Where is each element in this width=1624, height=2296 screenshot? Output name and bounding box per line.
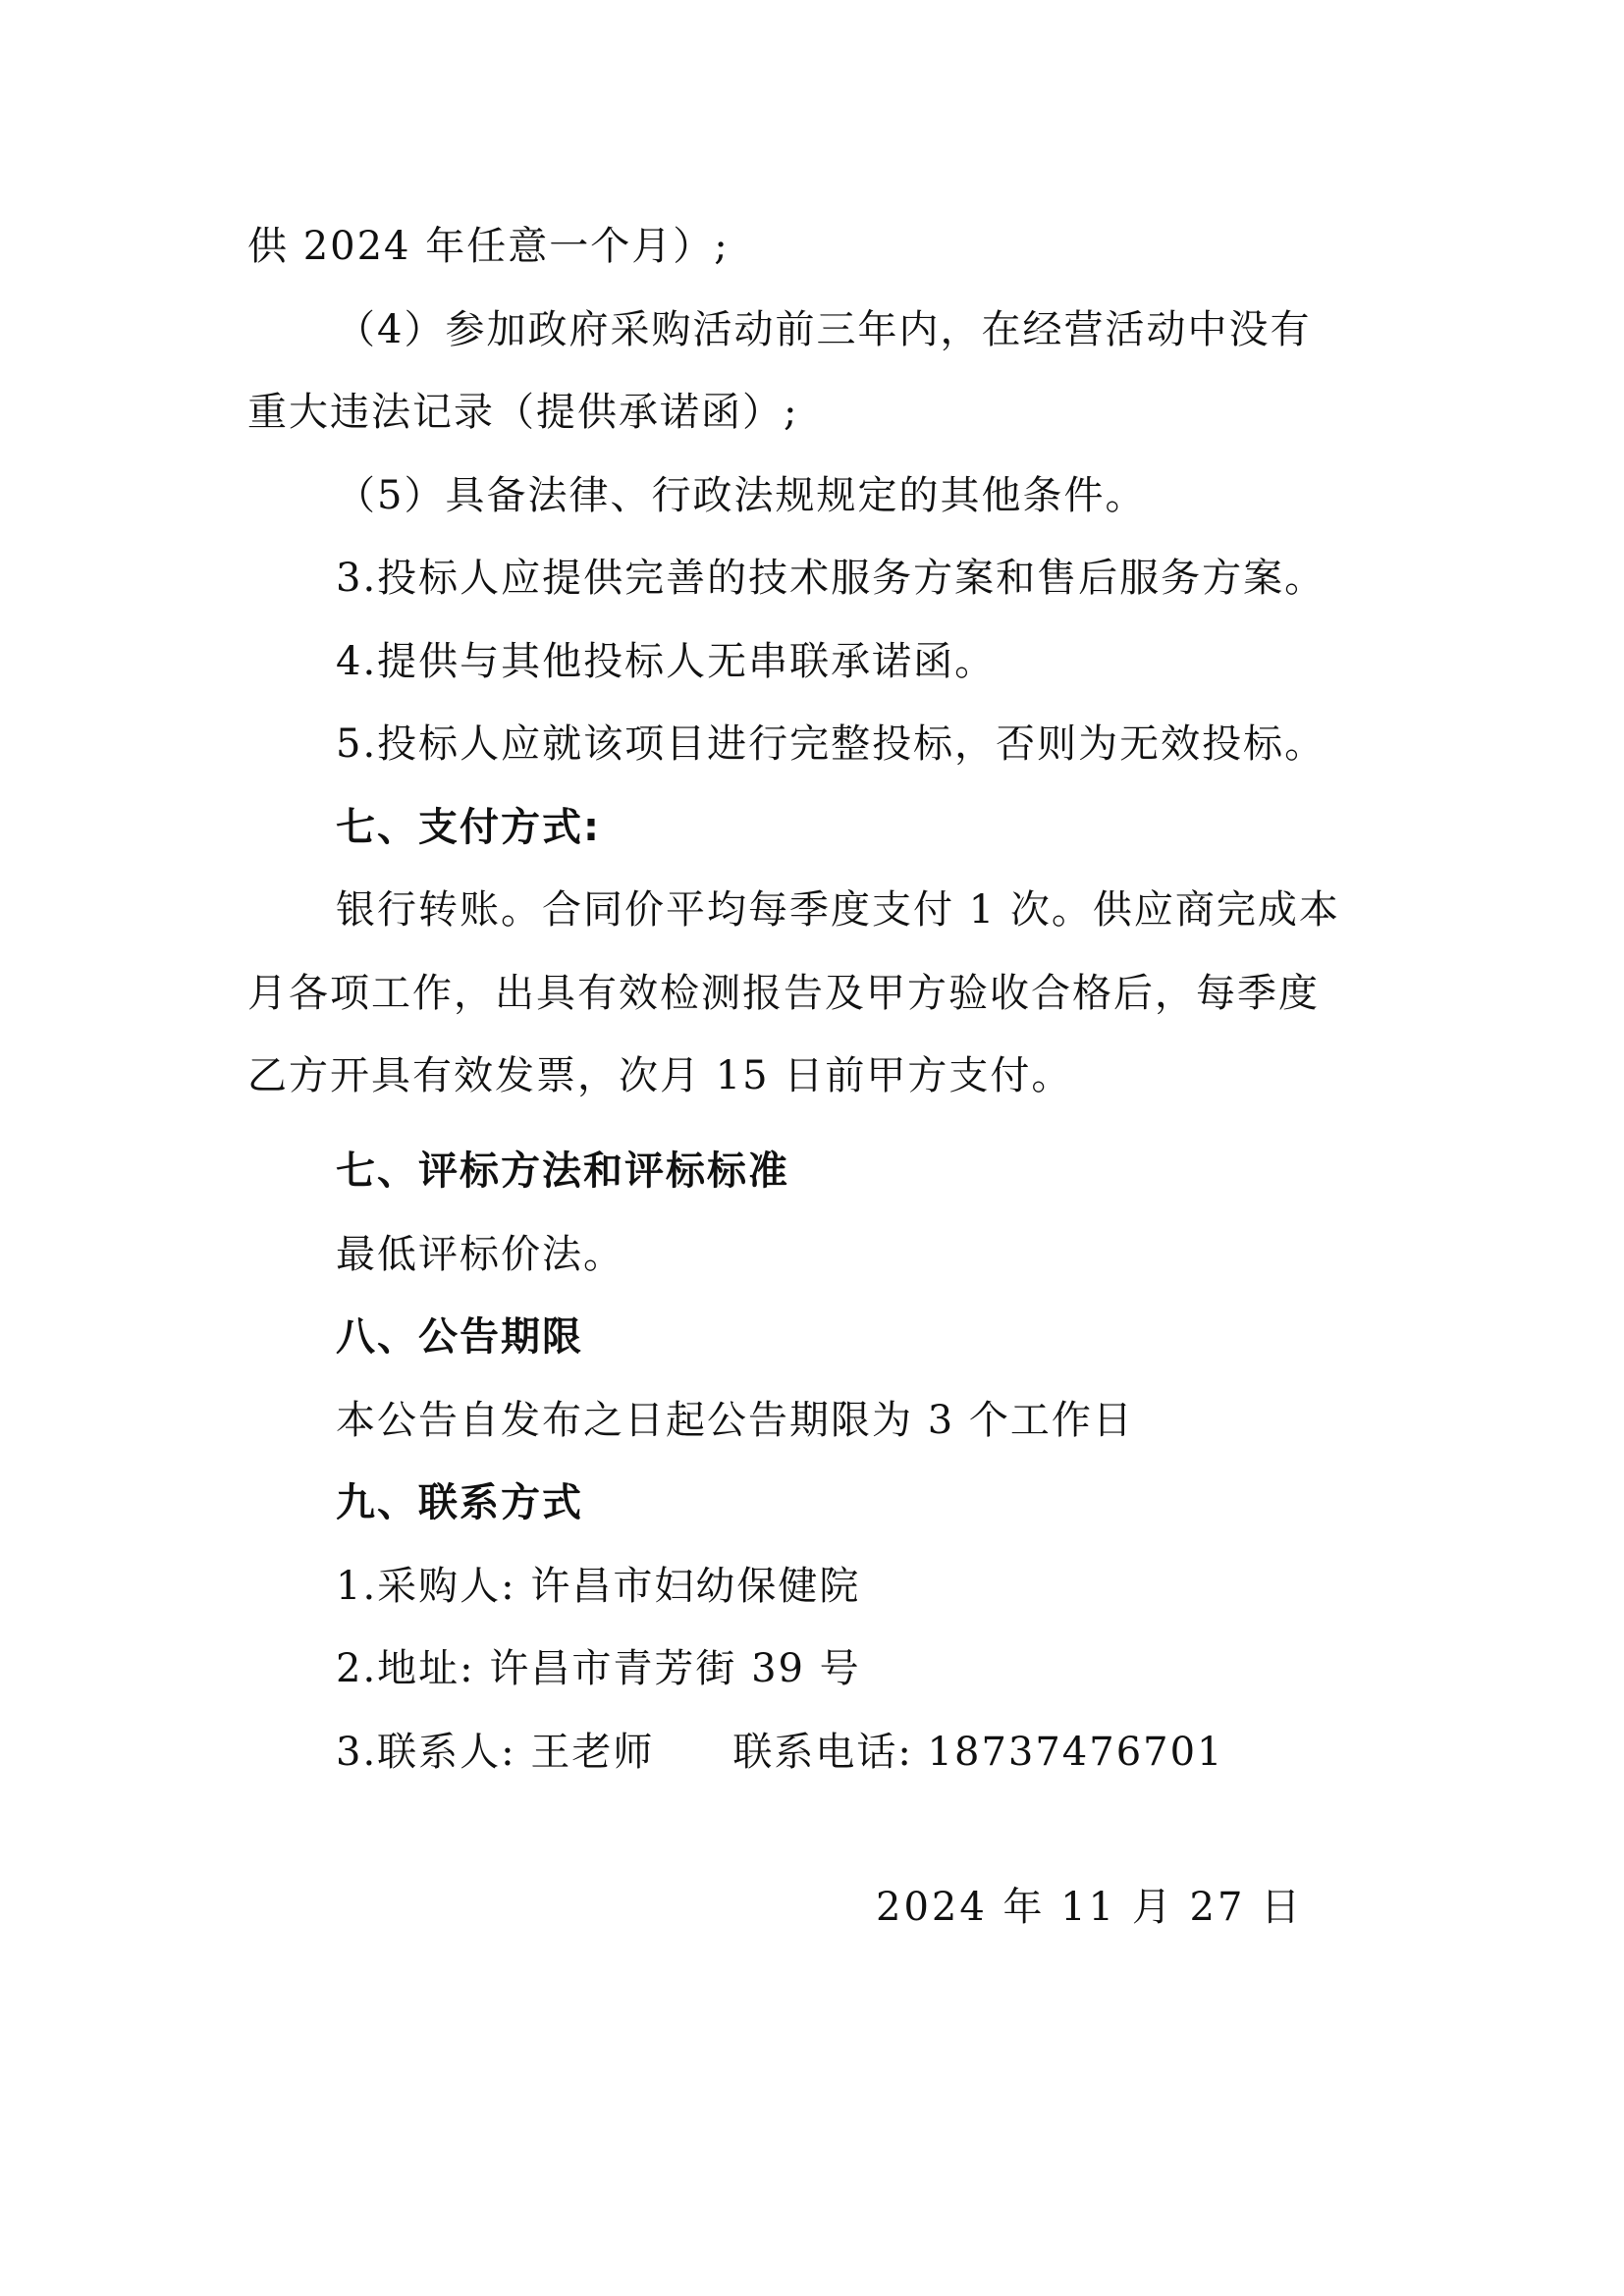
- contact-phone: 联系电话: 18737476701: [732, 1730, 1224, 1775]
- section-heading-notice: 八、公告期限: [336, 1314, 583, 1360]
- text-line-item-5: （5）具备法律、行政法规规定的其他条件。: [336, 473, 1147, 518]
- text-line-req-5: 5.投标人应就该项目进行完整投标，否则为无效投标。: [336, 721, 1326, 767]
- text-line-req-4: 4.提供与其他投标人无串联承诺函。: [336, 639, 997, 684]
- section-heading-contact: 九、联系方式: [336, 1480, 583, 1525]
- document-date: 2024 年 11 月 27 日: [876, 1885, 1304, 1930]
- contact-purchaser: 1.采购人: 许昌市妇幼保健院: [336, 1564, 861, 1609]
- notice-text: 本公告自发布之日起公告期限为 3 个工作日: [336, 1398, 1134, 1443]
- evaluation-text: 最低评标价法。: [336, 1232, 624, 1277]
- payment-text-line-3: 乙方开具有效发票，次月 15 日前甲方支付。: [247, 1053, 1073, 1098]
- text-line-continuation: 供 2024 年任意一个月）;: [247, 224, 730, 269]
- text-line-item-4: （4）参加政府采购活动前三年内，在经营活动中没有: [336, 307, 1312, 352]
- payment-text-line-2: 月各项工作，出具有效检测报告及甲方验收合格后，每季度: [247, 971, 1320, 1016]
- contact-person-row: [336, 1725, 1475, 1780]
- text-line-req-3: 3.投标人应提供完善的技术服务方案和售后服务方案。: [336, 556, 1326, 601]
- contact-person: 3.联系人: 王老师: [336, 1730, 655, 1775]
- text-line-item-4-cont: 重大违法记录（提供承诺函）;: [247, 390, 799, 435]
- section-heading-evaluation: 七、评标方法和评标标准: [336, 1148, 789, 1194]
- payment-text-line-1: 银行转账。合同价平均每季度支付 1 次。供应商完成本: [336, 887, 1340, 933]
- contact-address: 2.地址: 许昌市青芳街 39 号: [336, 1646, 861, 1691]
- section-heading-payment: 七、支付方式:: [336, 805, 601, 850]
